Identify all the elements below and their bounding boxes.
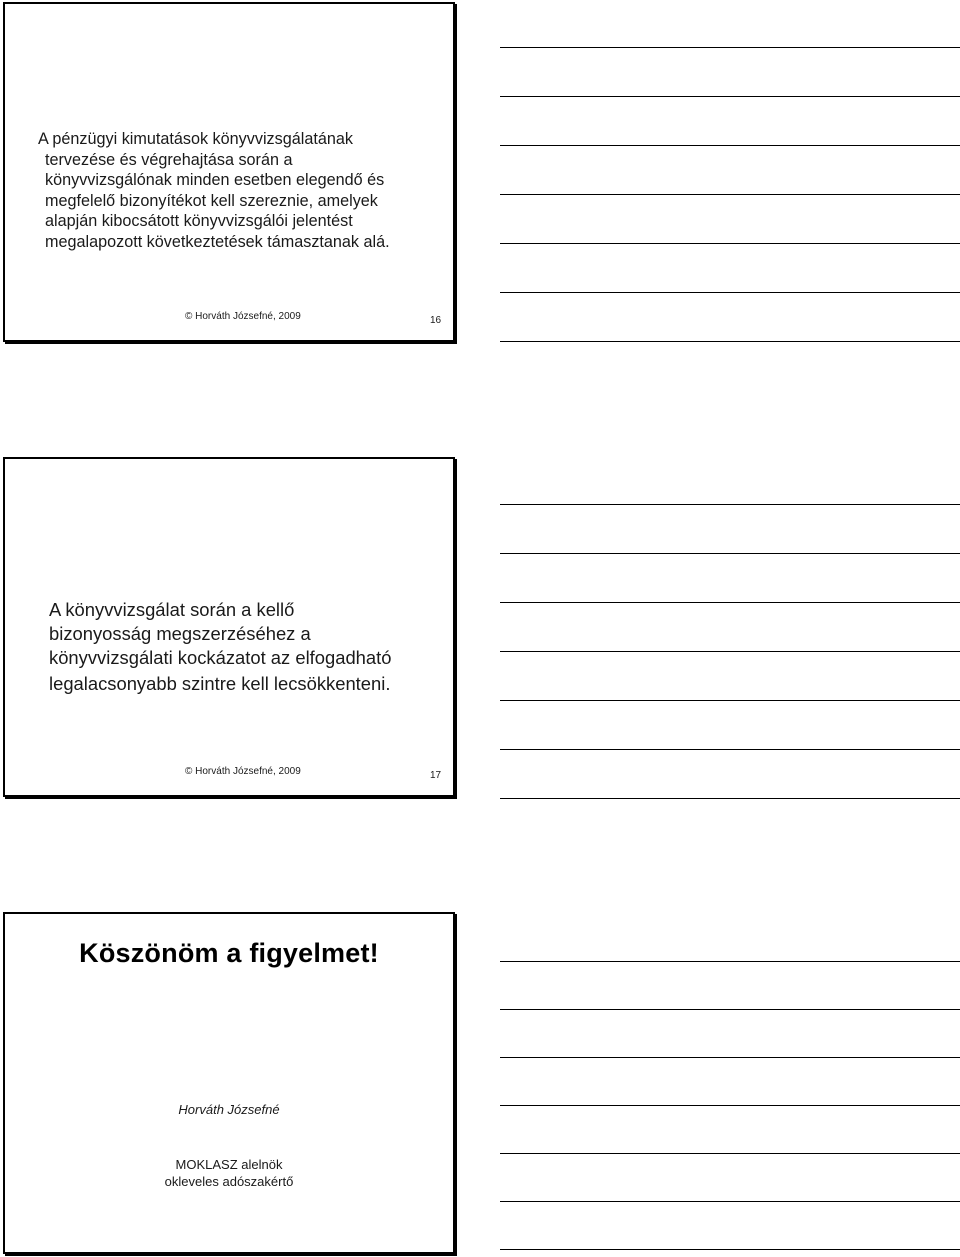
note-line: [500, 749, 960, 750]
slide-18-author-role: MOKLASZ alelnök: [175, 1157, 283, 1172]
slide-16-body-line: megfelelő bizonyítékot kell szereznie, amelyek: [45, 191, 378, 210]
note-line: [500, 341, 960, 342]
note-line: [500, 292, 960, 293]
note-line: [500, 602, 960, 603]
slide-17-body-line: legalacsonyabb szintre kell lecsökkenteni.: [49, 673, 391, 694]
note-line: [500, 1009, 960, 1010]
slide-17-body-line: bizonyosság megszerzéséhez a: [49, 623, 311, 644]
slide-16-body-line: alapján kibocsátott könyvvizsgálói jelentést: [45, 212, 353, 231]
slide-18-author-name: Horváth Józsefné: [178, 1102, 280, 1117]
slide-16-body-line: megalapozott következtetések támasztanak alá.: [45, 232, 390, 251]
note-line: [500, 1153, 960, 1154]
note-line: [500, 700, 960, 701]
note-line: [500, 96, 960, 97]
slide-16-body: [38, 129, 445, 253]
slide-18-author-role: okleveles adószakértő: [164, 1174, 294, 1189]
note-line: [500, 504, 960, 505]
slide-18-title: Köszönöm a figyelmet!: [79, 938, 379, 968]
slide-16-body-line: tervezése és végrehajtása során a: [45, 150, 293, 169]
note-line: [500, 194, 960, 195]
note-line: [500, 553, 960, 554]
slide-16-copyright: © Horváth Józsefné, 2009: [185, 311, 301, 322]
note-line: [500, 798, 960, 799]
note-line: [500, 47, 960, 48]
slide-16-body-line: könyvvizsgálónak minden esetben elegendő és: [45, 171, 385, 190]
slide-17-page-number: 17: [430, 770, 442, 781]
note-line: [500, 1057, 960, 1058]
slide-16-body-line: A pénzügyi kimutatások könyvvizsgálatának: [38, 130, 353, 148]
slide-17-copyright: © Horváth Józsefné, 2009: [185, 766, 301, 777]
note-line: [500, 243, 960, 244]
note-line: [500, 1105, 960, 1106]
slide-17: [3, 457, 455, 797]
note-line: [500, 1201, 960, 1202]
slide-17-body-line: A könyvvizsgálat során a kellő: [49, 599, 295, 620]
slide-18: [3, 912, 455, 1254]
note-line: [500, 1249, 960, 1250]
slide-16: [3, 2, 455, 342]
note-line: [500, 651, 960, 652]
slide-17-body-line: könyvvizsgálati kockázatot az elfogadható: [49, 647, 392, 668]
note-line: [500, 961, 960, 962]
slide-17-body: [49, 598, 454, 696]
slide-16-page-number: 16: [430, 315, 442, 326]
note-line: [500, 145, 960, 146]
